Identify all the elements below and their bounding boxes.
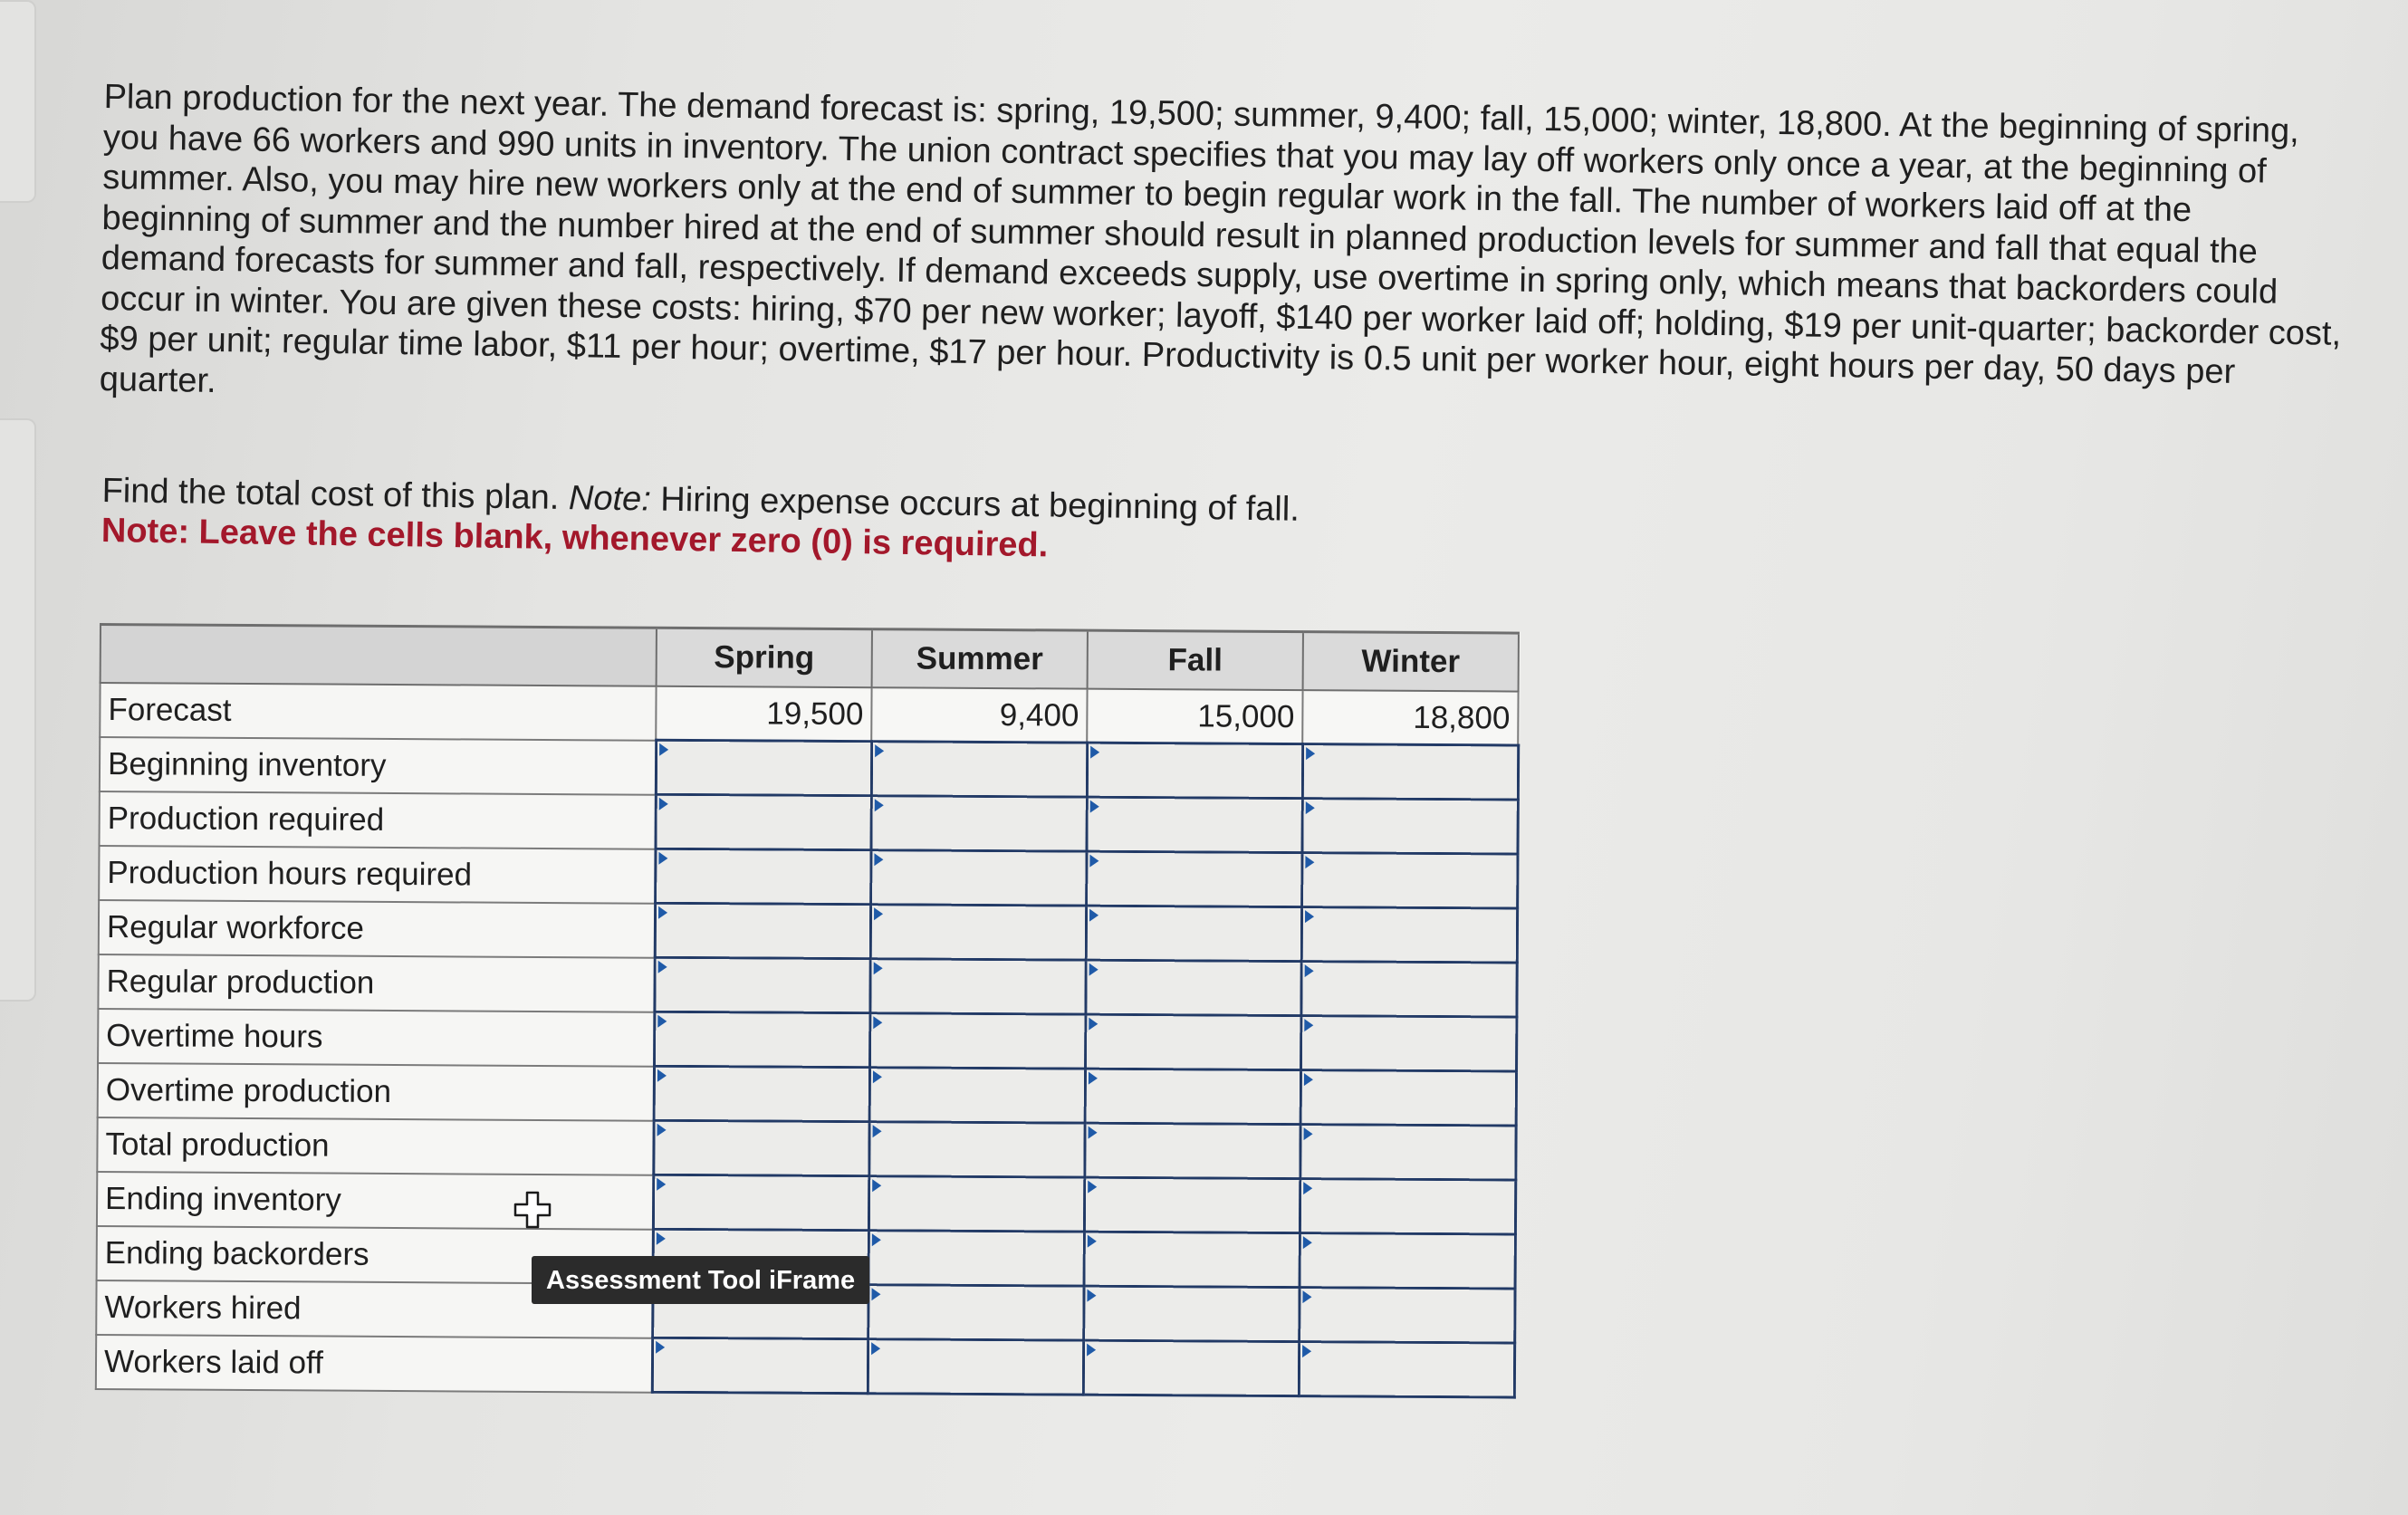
cell-marker-icon bbox=[1089, 1018, 1098, 1031]
answer-input[interactable] bbox=[1300, 1289, 1513, 1341]
page-edge-lower bbox=[0, 418, 36, 1002]
table-row bbox=[99, 846, 1517, 909]
cell-marker-icon bbox=[874, 799, 883, 811]
cell-marker-icon bbox=[657, 1124, 666, 1136]
row-label: Production hours required bbox=[99, 846, 655, 904]
answer-input[interactable] bbox=[1087, 907, 1300, 960]
table-row bbox=[100, 791, 1518, 855]
answer-input[interactable] bbox=[1087, 1016, 1300, 1069]
input-cell-fall bbox=[1084, 1123, 1300, 1178]
cell-marker-icon bbox=[871, 1233, 880, 1246]
table-row bbox=[97, 1117, 1515, 1180]
answer-input[interactable] bbox=[1303, 745, 1516, 798]
cell-marker-icon bbox=[1087, 1290, 1096, 1302]
row-label: Workers hired bbox=[96, 1280, 652, 1338]
note-text: Hiring expense occurs at beginning of fall. bbox=[660, 480, 1300, 529]
row-label: Production required bbox=[100, 791, 656, 849]
answer-input[interactable] bbox=[1085, 1233, 1298, 1286]
input-cell-winter bbox=[1299, 1342, 1514, 1397]
answer-input[interactable] bbox=[653, 1339, 866, 1392]
input-cell-spring bbox=[655, 794, 870, 849]
cell-marker-icon bbox=[659, 743, 668, 756]
cell-marker-icon bbox=[874, 907, 883, 920]
cell-marker-icon bbox=[1087, 1235, 1096, 1248]
table-row bbox=[98, 1062, 1516, 1126]
input-cell-summer bbox=[868, 1176, 1084, 1232]
table-row bbox=[99, 900, 1517, 964]
input-cell-winter bbox=[1300, 1125, 1515, 1180]
input-cell-spring bbox=[654, 957, 869, 1012]
input-cell-spring bbox=[652, 1338, 868, 1393]
cell-marker-icon bbox=[656, 1341, 665, 1354]
input-cell-spring bbox=[653, 1120, 868, 1175]
answer-input[interactable] bbox=[656, 1013, 868, 1066]
blank-cells-note: Note: Leave the cells blank, whenever zero (0) is required. bbox=[101, 511, 1049, 565]
input-cell-summer bbox=[871, 742, 1087, 797]
answer-input[interactable] bbox=[657, 742, 869, 794]
answer-input[interactable] bbox=[871, 906, 1084, 958]
input-cell-summer bbox=[869, 959, 1085, 1014]
input-cell-summer bbox=[868, 1285, 1083, 1340]
assessment-tool-label: Assessment Tool iFrame bbox=[532, 1256, 869, 1304]
note-label: Note: bbox=[568, 479, 652, 519]
row-label: Forecast bbox=[100, 683, 656, 740]
cell-marker-icon bbox=[1303, 1073, 1312, 1086]
find-text: Find the total cost of this plan. bbox=[101, 471, 560, 517]
answer-input[interactable] bbox=[1300, 1234, 1513, 1287]
cell-marker-icon bbox=[1089, 855, 1098, 868]
answer-input[interactable] bbox=[656, 959, 868, 1012]
cell-marker-icon bbox=[658, 906, 667, 919]
cell-marker-icon bbox=[1303, 1127, 1312, 1140]
input-cell-fall bbox=[1086, 797, 1301, 852]
row-label: Overtime hours bbox=[98, 1008, 654, 1066]
answer-input[interactable] bbox=[1300, 1343, 1512, 1395]
input-cell-winter bbox=[1300, 1016, 1516, 1071]
cell-marker-icon bbox=[1088, 1072, 1097, 1085]
cell-marker-icon bbox=[1304, 964, 1313, 977]
answer-input[interactable] bbox=[1302, 1017, 1515, 1069]
input-cell-summer bbox=[870, 850, 1086, 906]
input-cell-winter bbox=[1299, 1288, 1514, 1343]
cell-marker-icon bbox=[873, 1016, 882, 1029]
cell-marker-icon bbox=[872, 1070, 881, 1083]
answer-input[interactable] bbox=[872, 797, 1085, 849]
input-cell-fall bbox=[1086, 906, 1301, 961]
answer-input[interactable] bbox=[1086, 1125, 1299, 1177]
answer-input[interactable] bbox=[1085, 1179, 1298, 1232]
answer-input[interactable] bbox=[868, 1340, 1081, 1393]
input-cell-fall bbox=[1085, 1069, 1300, 1124]
input-cell-summer bbox=[870, 796, 1086, 851]
header-row bbox=[101, 625, 1519, 692]
row-label: Beginning inventory bbox=[100, 737, 656, 795]
input-cell-spring bbox=[654, 1012, 869, 1067]
row-label: Ending backorders bbox=[97, 1225, 653, 1283]
input-cell-fall bbox=[1084, 1177, 1300, 1232]
cell-marker-icon bbox=[1090, 746, 1099, 759]
answer-input[interactable] bbox=[872, 743, 1085, 795]
move-cursor-icon bbox=[513, 1190, 552, 1230]
column-header-fall: Fall bbox=[1088, 630, 1303, 690]
cell-marker-icon bbox=[872, 1125, 881, 1137]
problem-statement: Plan production for the next year. The demand forecast is: spring, 19,500; summer, 9,400; fall, 15,000; winter, 18,800. At the beginning of spring, you have 66 workers and 990 units in inventory. The union contract specifies that you may lay off workers only once a year, at the beginning of summer. Also, you may hire new workers only at the end of summer to begin regular work in the fall. The number of workers laid off at the beginning of summer and the number hired at the end of summer should result in planned production levels for summer and fall that equal the demand forecasts for summer and fall, respectively. If demand exceeds supply, use overtime in spring only, which means that backorders could occur in winter. You are given these costs: hiring, $70 per new worker; layoff, $140 per worker laid off; holding, $19 per unit-quarter; backorder cost, $9 per unit; regular time labor, $11 per hour; overtime, $17 per hour. Productivity is 0.5 unit per worker hour, eight hours per day, 50 days per quarter. bbox=[99, 77, 2342, 400]
cell-marker-icon bbox=[1305, 910, 1314, 923]
answer-input[interactable] bbox=[1301, 1126, 1514, 1178]
row-label: Regular workforce bbox=[99, 900, 655, 958]
input-cell-spring bbox=[653, 1175, 868, 1230]
forecast-row bbox=[100, 683, 1518, 745]
row-label: Overtime production bbox=[98, 1062, 654, 1120]
input-cell-spring bbox=[656, 740, 871, 795]
cell-marker-icon bbox=[1087, 1344, 1096, 1357]
input-cell-winter bbox=[1300, 1179, 1515, 1234]
row-label: Ending inventory bbox=[97, 1171, 653, 1229]
column-header-winter: Winter bbox=[1303, 632, 1519, 692]
forecast-spring: 19,500 bbox=[656, 686, 871, 742]
input-cell-fall bbox=[1083, 1340, 1299, 1395]
input-cell-spring bbox=[655, 849, 870, 904]
input-cell-summer bbox=[868, 1339, 1083, 1395]
answer-input[interactable] bbox=[1086, 1070, 1299, 1123]
cell-marker-icon bbox=[657, 1015, 667, 1028]
answer-input[interactable] bbox=[869, 1232, 1082, 1284]
cell-marker-icon bbox=[1305, 801, 1314, 814]
cell-marker-icon bbox=[658, 852, 667, 865]
input-cell-winter bbox=[1301, 799, 1517, 854]
answer-input[interactable] bbox=[655, 1122, 868, 1175]
answer-input[interactable] bbox=[1084, 1342, 1297, 1395]
answer-input[interactable] bbox=[654, 1176, 867, 1229]
input-cell-winter bbox=[1300, 1070, 1516, 1126]
answer-input[interactable] bbox=[1303, 800, 1516, 852]
row-label: Regular production bbox=[98, 954, 654, 1012]
input-cell-summer bbox=[870, 905, 1086, 960]
answer-input[interactable] bbox=[1302, 963, 1515, 1015]
row-label: Workers laid off bbox=[96, 1334, 652, 1392]
column-header-spring: Spring bbox=[657, 628, 872, 687]
table-row bbox=[100, 737, 1518, 801]
forecast-fall: 15,000 bbox=[1087, 689, 1302, 744]
cell-marker-icon bbox=[1302, 1345, 1311, 1357]
input-cell-winter bbox=[1300, 1233, 1515, 1289]
answer-input[interactable] bbox=[1085, 1288, 1298, 1340]
answer-input[interactable] bbox=[872, 851, 1085, 904]
column-header-summer: Summer bbox=[872, 629, 1088, 689]
cell-marker-icon bbox=[657, 1069, 666, 1082]
corner-cell bbox=[101, 625, 657, 686]
input-cell-fall bbox=[1084, 1232, 1300, 1287]
input-cell-fall bbox=[1087, 743, 1302, 798]
answer-input[interactable] bbox=[657, 796, 869, 849]
input-cell-fall bbox=[1085, 1014, 1300, 1069]
row-label: Total production bbox=[97, 1117, 653, 1175]
answer-input[interactable] bbox=[657, 850, 869, 903]
cell-marker-icon bbox=[1306, 747, 1315, 760]
cell-marker-icon bbox=[1088, 1127, 1097, 1139]
cell-marker-icon bbox=[873, 962, 882, 974]
input-cell-spring bbox=[655, 903, 870, 958]
instructions bbox=[101, 471, 1732, 576]
cell-marker-icon bbox=[1089, 909, 1098, 922]
input-cell-fall bbox=[1085, 960, 1300, 1015]
cell-marker-icon bbox=[657, 1178, 666, 1191]
answer-input[interactable] bbox=[1300, 1180, 1513, 1232]
table-row bbox=[97, 1171, 1515, 1234]
answer-input[interactable] bbox=[655, 1068, 868, 1120]
input-cell-winter bbox=[1301, 907, 1517, 963]
input-cell-winter bbox=[1301, 853, 1517, 908]
answer-input[interactable] bbox=[1088, 744, 1300, 797]
cell-marker-icon bbox=[871, 1342, 880, 1355]
input-cell-spring bbox=[654, 1066, 869, 1121]
page-edge-upper bbox=[0, 0, 36, 203]
input-cell-summer bbox=[869, 1013, 1085, 1069]
answer-input[interactable] bbox=[871, 1014, 1084, 1067]
answer-input[interactable] bbox=[1301, 1071, 1514, 1124]
cell-marker-icon bbox=[1303, 1182, 1312, 1194]
cell-marker-icon bbox=[872, 1179, 881, 1192]
answer-input[interactable] bbox=[871, 960, 1084, 1012]
input-cell-winter bbox=[1302, 744, 1518, 800]
table-row bbox=[98, 1008, 1516, 1071]
cell-marker-icon bbox=[1304, 1019, 1313, 1031]
answer-input[interactable] bbox=[870, 1069, 1083, 1121]
cell-marker-icon bbox=[657, 961, 667, 973]
answer-input[interactable] bbox=[1303, 854, 1516, 906]
table-row bbox=[98, 954, 1516, 1017]
answer-input[interactable] bbox=[1088, 853, 1300, 906]
input-cell-fall bbox=[1086, 851, 1301, 906]
cell-marker-icon bbox=[1302, 1290, 1311, 1303]
cell-marker-icon bbox=[1305, 856, 1314, 868]
answer-input[interactable] bbox=[869, 1286, 1082, 1338]
input-cell-winter bbox=[1300, 962, 1516, 1017]
cell-marker-icon bbox=[1088, 1181, 1097, 1194]
cell-marker-icon bbox=[658, 798, 667, 810]
input-cell-summer bbox=[868, 1231, 1084, 1286]
answer-input[interactable] bbox=[1087, 962, 1300, 1014]
cell-marker-icon bbox=[874, 853, 883, 866]
cell-marker-icon bbox=[871, 1288, 880, 1300]
answer-input[interactable] bbox=[869, 1177, 1082, 1230]
cell-marker-icon bbox=[875, 744, 884, 757]
input-cell-summer bbox=[869, 1068, 1085, 1123]
answer-input[interactable] bbox=[870, 1123, 1083, 1175]
answer-input[interactable] bbox=[1088, 799, 1300, 851]
table-row bbox=[96, 1334, 1514, 1397]
cell-marker-icon bbox=[656, 1232, 665, 1245]
input-cell-summer bbox=[868, 1122, 1084, 1177]
answer-input[interactable] bbox=[656, 905, 868, 957]
cell-marker-icon bbox=[1089, 964, 1098, 976]
input-cell-fall bbox=[1083, 1286, 1299, 1341]
forecast-winter: 18,800 bbox=[1302, 690, 1518, 745]
answer-input[interactable] bbox=[1302, 908, 1515, 961]
forecast-summer: 9,400 bbox=[871, 687, 1087, 743]
cell-marker-icon bbox=[1089, 801, 1098, 813]
cell-marker-icon bbox=[1302, 1236, 1311, 1249]
